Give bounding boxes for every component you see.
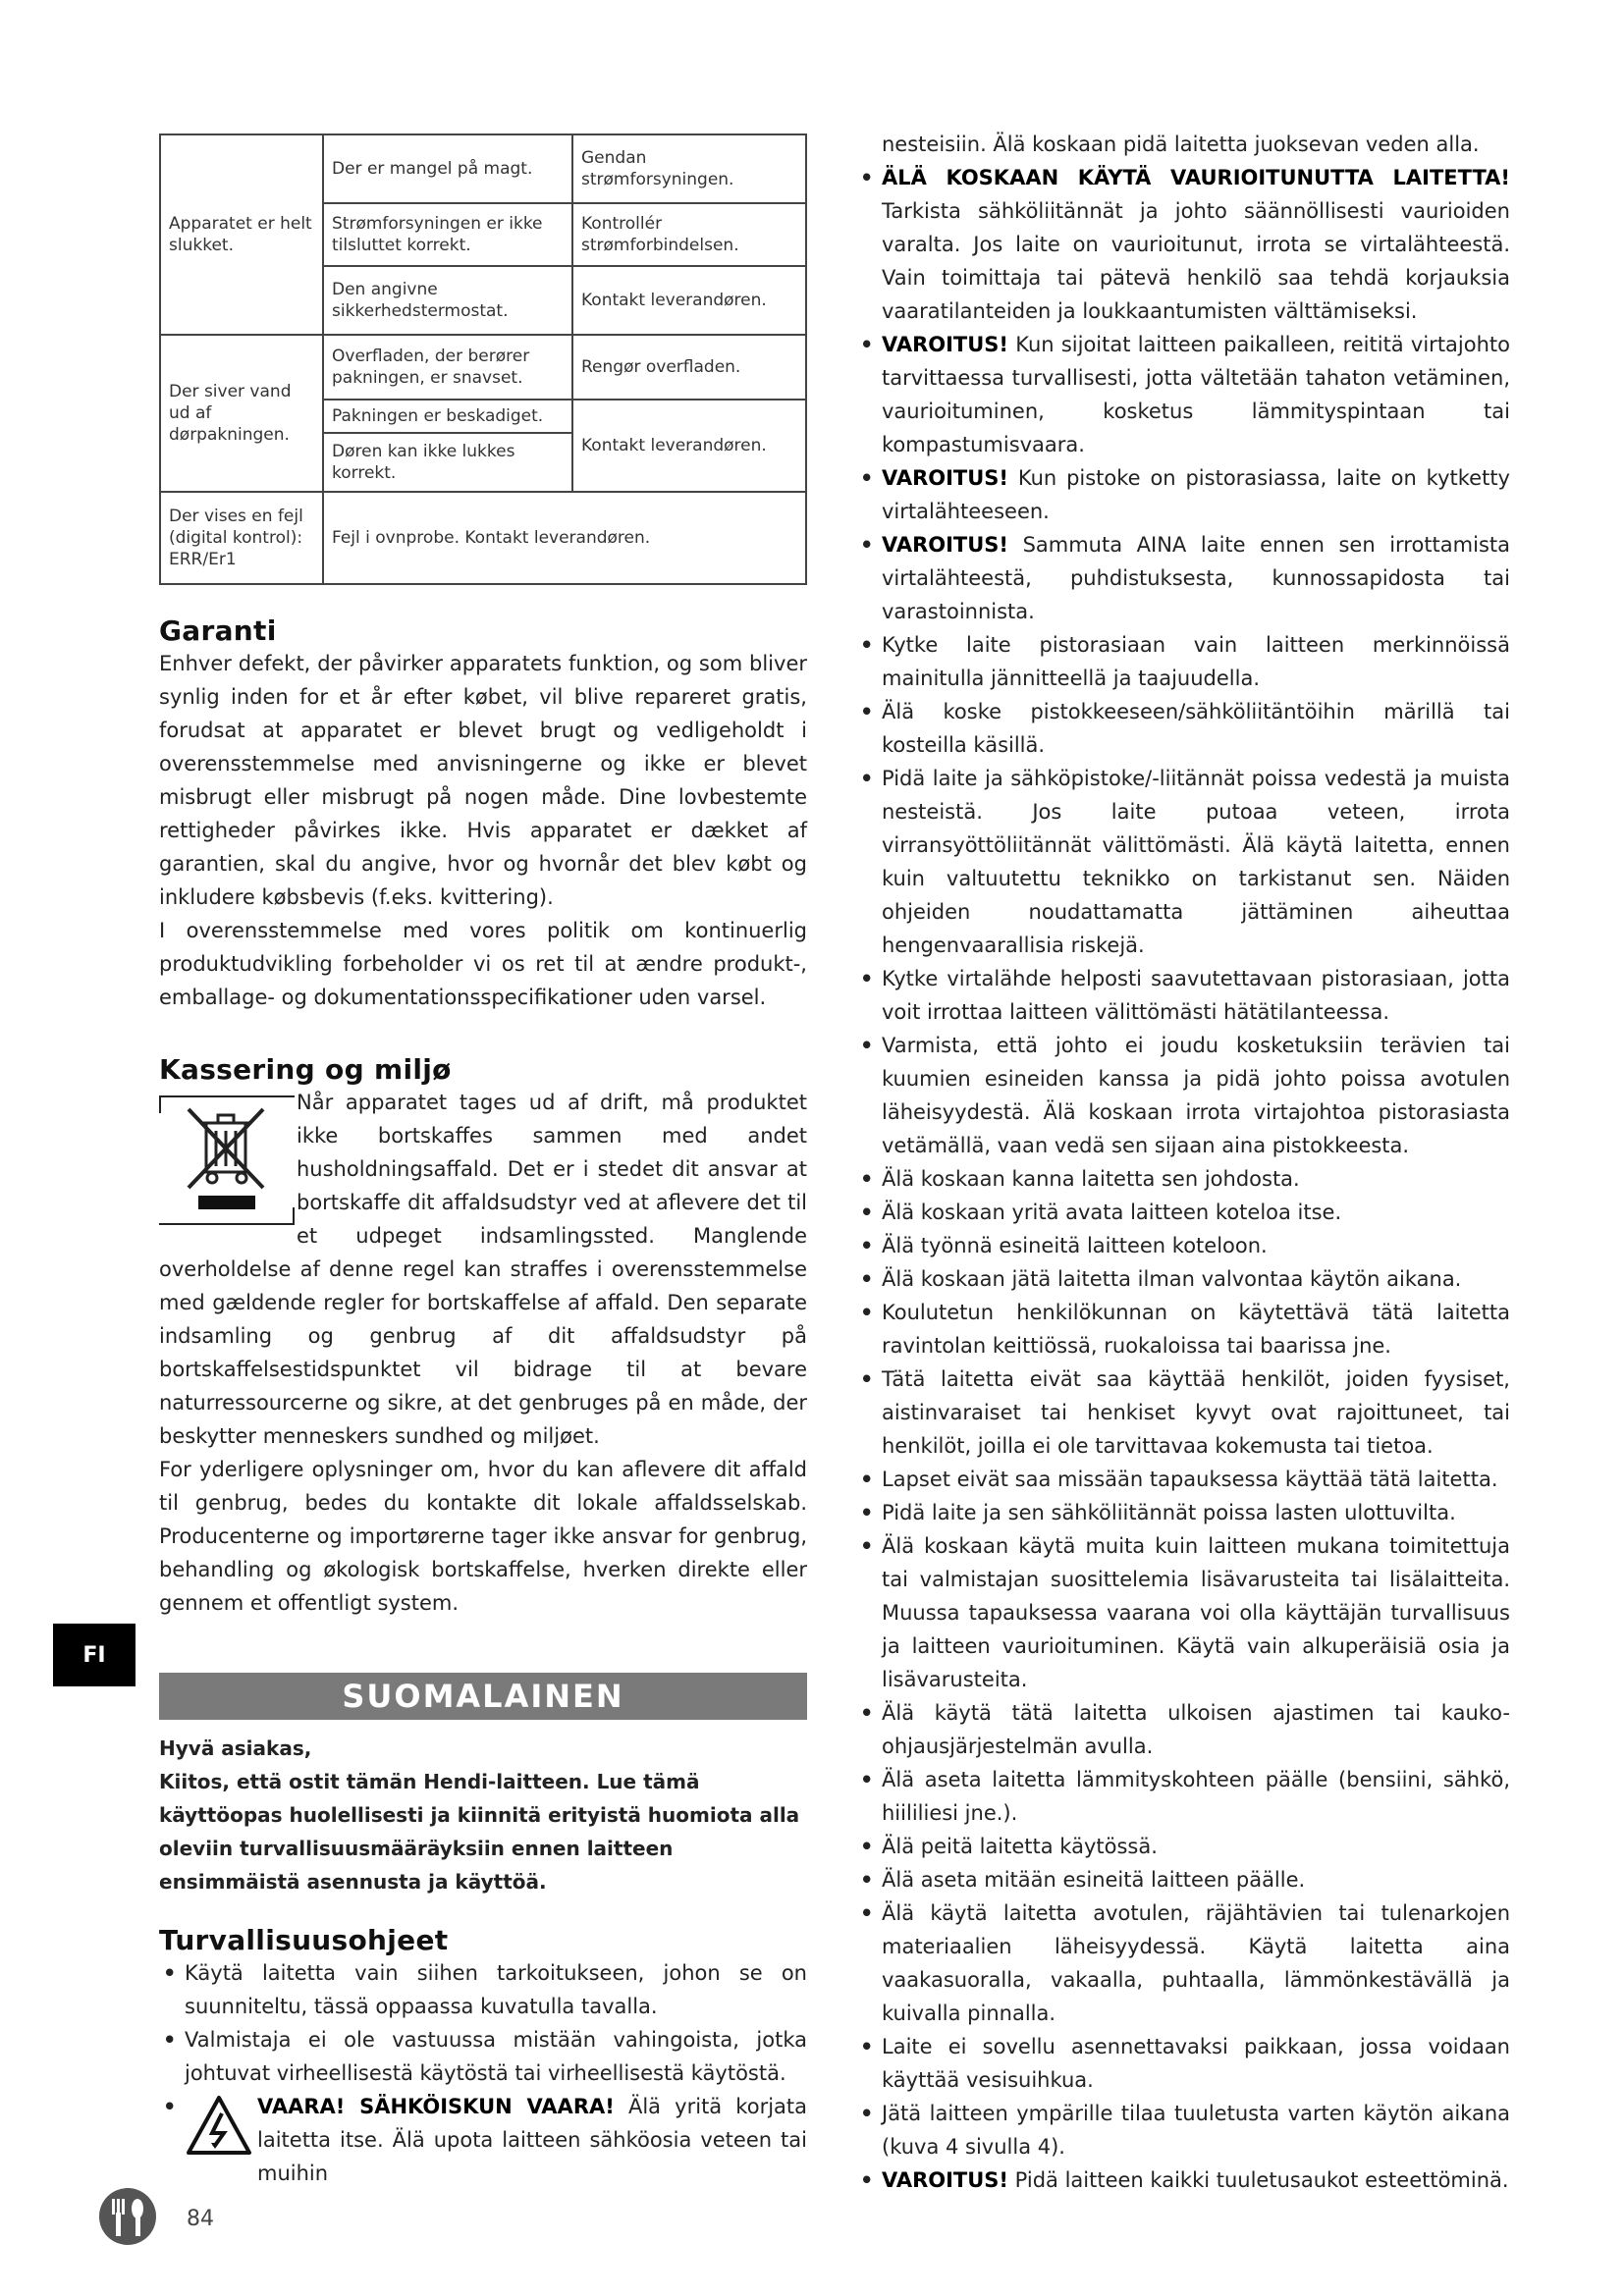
weee-bin-symbol — [159, 1086, 297, 1243]
list-item: • Älä peitä laitetta käytössä. — [860, 1835, 1158, 1858]
list-item: • VAROITUS! Pidä laitteen kaikki tuuletusaukot esteettöminä. — [860, 2168, 1509, 2192]
table-cell: Der siver vand ud af dørpakningen. — [160, 335, 323, 492]
list-item: • ÄLÄ KOSKAAN KÄYTÄ VAURIOITUNUTTA LAITETTA! Tarkista sähköliitännät ja johto säännöllisesti vaurioiden varalta. Jos laite on vaurioitunut, irrota se virtalähteestä. Vain toimittaja tai pätevä henkilö saa tehdä korjauksia vaaratilanteiden ja loukkaantumisten välttämiseksi. — [860, 166, 1510, 323]
list-item: • Älä koskaan jätä laitetta ilman valvontaa käytön aikana. — [860, 1267, 1462, 1291]
list-item: • Älä aseta laitetta lämmityskohteen päälle (bensiini, sähkö, hiililiesi jne.). — [860, 1768, 1510, 1825]
right-column — [856, 128, 1510, 2197]
greeting-text: Kiitos, että ostit tämän Hendi-laitteen. Lue tämä käyttöopas huolellisesti ja kiinnitä erityistä huomiota alla oleviin turvallisuusmääräyksiin ennen laitteen ensimmäistä asennusta ja käyttöä. — [159, 1770, 800, 1894]
table-row — [160, 134, 806, 203]
safety-heading: Turvallisuusohjeet — [159, 1924, 449, 1956]
table-cell: Døren kan ikke lukkes korrekt. — [323, 433, 572, 492]
list-item: • Pidä laite ja sähköpistoke/-liitännät poissa vedestä ja muista nesteistä. Jos laite putoaa veteen, irrota virransyöttöliitännät välittömästi. Älä käytä laitetta, ennen kuin valtuutettu teknikko on tarkistanut sen. Näiden ohjeiden noudattamatta jättäminen aiheuttaa hengenvaarallisia riskejä. — [860, 767, 1510, 957]
troubleshooting-table — [159, 133, 807, 585]
crossed-bin-icon — [159, 1097, 295, 1223]
table-row — [160, 335, 806, 400]
safety-list-left — [159, 1956, 807, 2190]
disposal-paragraph: Når apparatet tages ud af drift, må produktet ikke bortskaffes sammen med andet husholdningsaffald. Det er i stedet dit ansvar at bortskaffe dit affaldsudstyr ved at aflevere det til et udpeget indsamlingssted. Manglende overholdelse af denne regel kan straffes i overensstemmelse med gældende regler for bortskaffelse af affald. Den separate indsamling og genbrug af dit affaldsudstyr på bortskaffelsestidspunktet vil bidrage til at bevare naturressourcerne og sikre, at det genbruges på en måde, der beskytter menneskers sundhed og miljøet. — [159, 1091, 807, 1448]
disposal-paragraph: For yderligere oplysninger om, hvor du kan aflevere dit affald til genbrug, bedes du kontakte dit lokale affaldsselskab. Producenterne og importørerne tager ikke ansvar for genbrug, behandling og økologisk bortskaffelse, hverken direkte eller gennem et offentligt system. — [159, 1458, 807, 1615]
list-item: • Laite ei sovellu asennettavaksi paikkaan, jossa voidaan käyttää vesisuihkua. — [860, 2035, 1510, 2092]
table-row — [160, 492, 806, 584]
safety-list-right — [856, 161, 1510, 2197]
table-cell: Rengør overfladen. — [572, 335, 806, 400]
list-item: • Valmistaja ei ole vastuussa mistään vahingoista, jotka johtuvat virheellisestä käytöstä tai virheellisestä käytöstä. — [163, 2028, 807, 2085]
list-item: • Tätä laitetta eivät saa käyttää henkilöt, joiden fyysiset, aistinvaraiset tai henkiset kyvyt ovat rajoittuneet, tai henkilöt, joilla ei ole tarvittavaa kokemusta tai tietoa. — [860, 1367, 1510, 1458]
table-cell: Fejl i ovnprobe. Kontakt leverandøren. — [323, 492, 806, 584]
list-item: • VAROITUS! Kun sijoitat laitteen paikalleen, reititä virtajohto tarvittaessa turvallisesti, jotta vältetään tahaton vetäminen, vaurioituminen, kosketus lämmityspintaan tai kompastumisvaara. — [860, 333, 1510, 456]
table-cell: Strømforsyningen er ikke tilsluttet korrekt. — [323, 203, 572, 266]
list-item: • Pidä laite ja sen sähköliitännät poissa lasten ulottuvilta. — [860, 1501, 1456, 1524]
greeting-salutation: Hyvä asiakas, — [159, 1736, 312, 1760]
warranty-paragraph: I overensstemmelse med vores politik om kontinuerlig produktudvikling forbeholder vi os ret til at ændre produkt-, emballage- og dokumentationsspecifikationer uden varsel. — [159, 919, 807, 1009]
list-item: • Kytke laite pistorasiaan vain laitteen merkinnöissä mainitulla jännitteellä ja taajuudella. — [860, 633, 1510, 690]
list-item: • Älä aseta mitään esineitä laitteen päälle. — [860, 1868, 1306, 1892]
list-item: • Älä koskaan kanna laitetta sen johdosta. — [860, 1167, 1300, 1191]
language-banner: SUOMALAINEN — [159, 1673, 807, 1720]
table-cell: Kontakt leverandøren. — [572, 400, 806, 492]
table-cell: Der vises en fejl (digital kontrol): ERR/Er1 — [160, 492, 323, 584]
list-item: • Käytä laitetta vain siihen tarkoitukseen, johon se on suunniteltu, tässä oppaassa kuvatulla tavalla. — [163, 1961, 807, 2018]
list-item: • Kytke virtalähde helposti saavutettavaan pistorasiaan, jotta voit irrottaa laitteen välittömästi hätätilanteessa. — [860, 967, 1510, 1024]
table-cell: Overfladen, der berører pakningen, er snavset. — [323, 335, 572, 400]
list-item: • Älä koske pistokkeeseen/sähköliitäntöihin märillä tai kosteilla käsillä. — [860, 700, 1510, 757]
table-cell: Den angivne sikkerhedstermostat. — [323, 266, 572, 335]
list-item: • VAROITUS! Kun pistoke on pistorasiassa, laite on kytketty virtalähteeseen. — [860, 466, 1510, 523]
language-side-tab: FI — [53, 1624, 135, 1686]
list-item: • Koulutetun henkilökunnan on käytettävä tätä laitetta ravintolan keittiössä, ruokaloissa tai baarissa jne. — [860, 1301, 1510, 1358]
list-item: • Jätä laitteen ympärille tilaa tuuletusta varten käytön aikana (kuva 4 sivulla 4). — [860, 2102, 1510, 2159]
list-item: • Älä koskaan yritä avata laitteen koteloa itse. — [860, 1201, 1342, 1224]
continued-text: nesteisiin. Älä koskaan pidä laitetta juoksevan veden alla. — [882, 133, 1480, 156]
table-cell: Gendan strømforsyningen. — [572, 134, 806, 203]
disposal-section — [159, 1086, 807, 1620]
list-item: • Älä työnnä esineitä laitteen koteloon. — [860, 1234, 1268, 1257]
list-item-warning: • VAARA! SÄHKÖISKUN VAARA! Älä yritä korjata laitetta itse. Älä upota laitteen sähköosia veteen tai muihin — [163, 2095, 808, 2185]
page-number: 84 — [187, 2207, 214, 2231]
warranty-heading: Garanti — [159, 614, 277, 647]
electric-shock-warning-icon — [185, 2094, 253, 2157]
warranty-paragraph: Enhver defekt, der påvirker apparatets funktion, og som bliver synlig inden for et år efter købet, vil blive repareret gratis, forudsat at apparatet er blevet brugt og vedligeholdt i overensstemmelse med anvisningerne og ikke er blevet misbrugt eller misbrugt på nogen måde. Dine lovbestemte rettigheder påvirkes ikke. Hvis apparatet er dækket af garantien, skal du angive, hvor og hvornår det blev købt og inkludere købsbevis (f.eks. kvittering). — [159, 652, 807, 909]
table-cell: Pakningen er beskadiget. — [323, 400, 572, 433]
list-item: • Varmista, että johto ei joudu kosketuksiin terävien tai kuumien esineiden kanssa ja pidä johto poissa avotulen läheisyydestä. Älä koskaan irrota virtajohtoa pistorasiasta vetämällä, vaan vedä sen sijaan aina pistokkeesta. — [860, 1034, 1510, 1157]
list-item: • Älä koskaan käytä muita kuin laitteen mukana toimitettuja tai valmistajan suosittelemia lisävarusteita tai lisälaitteita. Muussa tapauksessa vaarana voi olla käyttäjän turvallisuus ja laitteen vaurioituminen. Käytä vain alkuperäisiä osia ja lisävarusteita. — [860, 1534, 1510, 1691]
list-item: • Älä käytä tätä laitetta ulkoisen ajastimen tai kauko-ohjausjärjestelmän avulla. — [860, 1701, 1510, 1758]
list-item: • VAROITUS! Sammuta AINA laite ennen sen irrottamista virtalähteestä, puhdistuksesta, kunnossapidosta tai varastoinnista. — [860, 533, 1510, 623]
table-cell: Apparatet er helt slukket. — [160, 134, 323, 335]
left-column — [159, 133, 807, 2190]
disposal-heading: Kassering og miljø — [159, 1053, 452, 1086]
list-item: • Lapset eivät saa missään tapauksessa käyttää tätä laitetta. — [860, 1468, 1498, 1491]
table-cell: Kontakt leverandøren. — [572, 266, 806, 335]
table-cell: Der er mangel på magt. — [323, 134, 572, 203]
table-cell: Kontrollér strømforbindelsen. — [572, 203, 806, 266]
list-item: • Älä käytä laitetta avotulen, räjähtävien tai tulenarkojen materiaalien läheisyydessä. Käytä laitetta aina vaakasuoralla, vakaalla, puhtaalla, lämmönkestävällä ja kuivalla pinnalla. — [860, 1901, 1510, 2025]
cutlery-logo-icon — [98, 2187, 157, 2246]
